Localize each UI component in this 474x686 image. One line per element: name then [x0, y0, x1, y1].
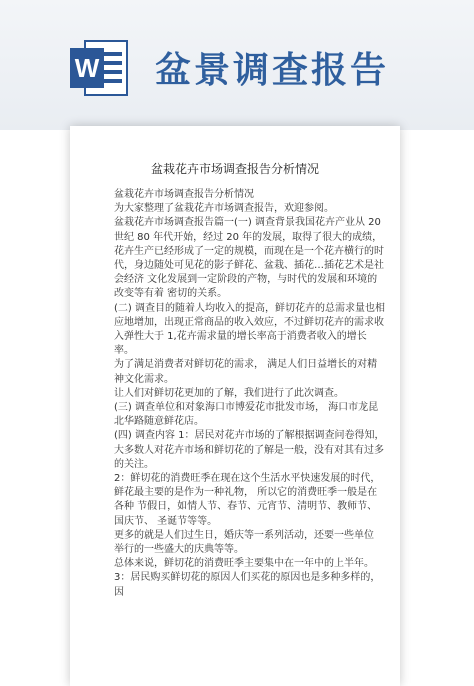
paragraph: (三) 调查单位和对象海口市博爱花市批发市场， 海口市龙昆北华路随意鲜花店。 [114, 402, 379, 428]
paragraph: 更多的就是人们过生日，婚庆等一系列活动，还要一些单位 举行的一些盛大的庆典等等。 [114, 529, 374, 556]
text-line-icon [104, 79, 122, 83]
paragraph: 让人们对鲜切花更加的了解，我们进行了此次调查。 [114, 387, 344, 399]
paragraph: (四) 调查内容 1：居民对花卉市场的了解根据调查问卷得知， 大多数人对花卉市场和鲜切花的了解是一般，没有对其有过多 的关注。 [114, 430, 385, 470]
document-page [70, 126, 400, 686]
paragraph: 为大家整理了盆栽花卉市场调查报告，欢迎参阅。 [114, 203, 334, 215]
word-logo-icon [70, 40, 128, 96]
paragraph: 为了满足消费者对鲜切花的需求， 满足人们日益增长的对精 神文化需求。 [114, 359, 378, 385]
word-letter: W [70, 48, 104, 88]
paragraph: 2：鲜切花的消费旺季在现在这个生活水平快速发展的时代，鲜花最主要的是作为一种礼物， 所以它的消费旺季一般是在各种 节假日，如情人节、春节、元宵节、清明节、教师节、国庆节、 圣诞节等等。 [114, 473, 381, 527]
header-banner [0, 0, 474, 130]
paragraph: (二) 调查目的随着人均收入的提高，鲜切花卉的总需求量也相应地增加，出现正常商品的收入效应，不过鲜切花卉的需求收入弹性大于 1,花卉需求量的增长率高于消费者收入的增长率。 [114, 302, 385, 357]
paragraph: 总体来说，鲜切花的消费旺季主要集中在一年中的上半年。 [114, 558, 374, 570]
text-line-icon [104, 52, 122, 56]
banner-title: 盆景调查报告 [155, 50, 390, 91]
text-line-icon [104, 61, 122, 65]
paragraph: 盆栽花卉市场调查报告篇一(一) 调查背景我国花卉产业从 20 世纪 80 年代开始，经过 20 年的发展，取得了很大的成绩，花卉生产已经形成了一定的规模，而现在是一个花卉横行的时代，身边随处可见花的影子鲜花、盆栽、插花…插花艺术是社会经济 文化发展到一定阶段的产物，与时代的发展和环境的改变等有着 密切的关系。 [114, 217, 384, 300]
text-line-icon [104, 70, 122, 74]
document-title: 盆栽花卉市场调查报告分析情况 [150, 162, 319, 176]
paragraph: 盆栽花卉市场调查报告分析情况 [114, 189, 254, 200]
document-body [114, 188, 386, 600]
paragraph: 3：居民购买鲜切花的原因人们买花的原因也是多种多样的， 因 [114, 572, 381, 598]
